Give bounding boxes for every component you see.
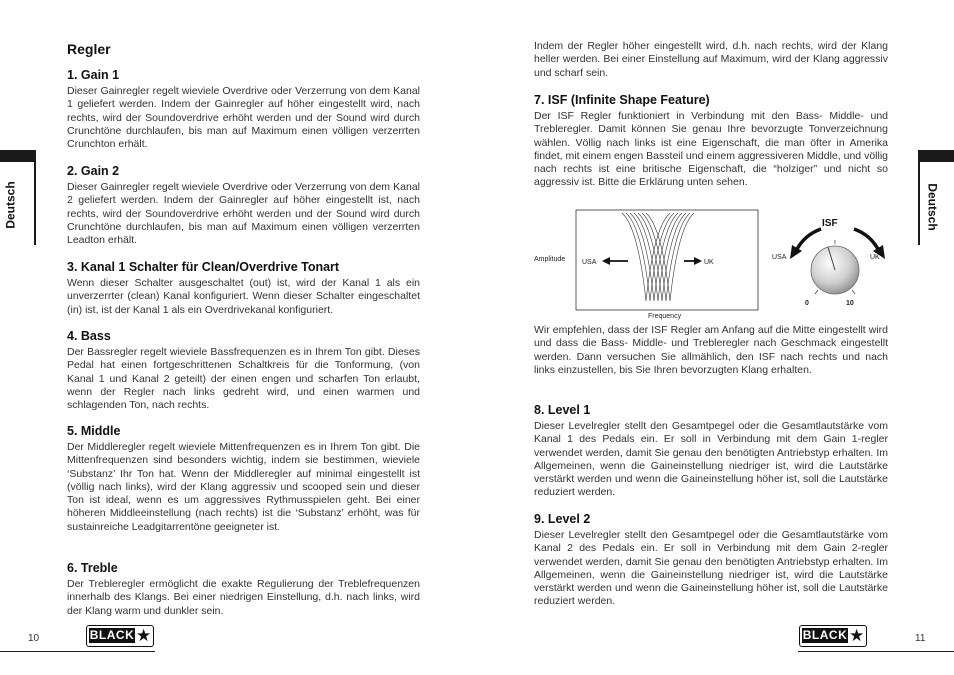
right-tab-bar bbox=[918, 150, 954, 162]
section-heading: 2. Gain 2 bbox=[67, 164, 120, 178]
section-level-2 bbox=[534, 512, 888, 609]
page-title: Regler bbox=[67, 41, 111, 57]
black-star-logo-left bbox=[86, 625, 154, 647]
section-gain-1 bbox=[67, 68, 420, 151]
knob-uk-label: UK bbox=[870, 254, 880, 261]
right-tab-edge bbox=[918, 150, 920, 245]
section-text: Dieser Levelregler stellt den Gesamtpegel oder die Gesamtlautstärke vom Kanal 1 des Pedals ein. Er soll in Verbindung mit dem Gain 1-regler verwendet werden, damit Sie genau den benötigten Antriebstyp erhalten. Im Allgemeinen, wenn die Gaineinstellung niedriger ist, wird die Lautstärke verstärkt werden und wenn die Gaineinstellung höher ist, soll die Lautstärke reduziert werden. bbox=[534, 420, 888, 499]
knob-arrow-right-icon bbox=[854, 229, 879, 251]
amplitude-label: Amplitude bbox=[534, 256, 566, 263]
section-treble bbox=[67, 561, 420, 618]
section-text: Indem der Regler höher eingestellt wird, d.h. nach rechts, wird der Klang heller werden. Bei einer Einstellung auf Maximum, wird der Klang aggressiv und scharf sein. bbox=[534, 40, 888, 79]
section-heading: 3. Kanal 1 Schalter für Clean/Overdrive Tonart bbox=[67, 260, 340, 274]
black-star-logo-right bbox=[799, 625, 867, 647]
right-tab-label: Deutsch bbox=[925, 183, 940, 231]
page-number-right: 11 bbox=[915, 633, 926, 644]
section-heading: 8. Level 1 bbox=[534, 403, 591, 417]
section-text: Der Middleregler regelt wieviele Mittenfrequenzen es in Ihrem Ton gibt. Die Mittenfrequenzen sind besonders wichtig, indem sie bestimmen, wieviele ‘Substanz’ Ihr Ton hat. Wenn der Middleregler auf minimal eingestellt ist (völlig nach links), wird der Klang aggressiv und scooped sein und dieser Ton ist ideal, wenn es um aggressives Rythmusspielen geht. Bei einer höheren Middleeinstellung (nach rechts) ist die ‘Substanz’ erhöht, was für sustainreiche Leadgitarrentöne geeigneter ist. bbox=[67, 441, 420, 533]
knob-tick bbox=[852, 290, 855, 294]
section-gain-2 bbox=[67, 164, 420, 247]
section-isf bbox=[534, 93, 888, 190]
section-text: Der Trebleregler ermöglicht die exakte Regulierung der Treblefrequenzen innerhalb des Klangs. Bei einer niedrigen Einstellung, d.h. nach links, wird der Klang warm und dunkler sein. bbox=[67, 578, 420, 617]
section-heading: 9. Level 2 bbox=[534, 512, 591, 526]
logo-text: BLACK bbox=[802, 628, 848, 642]
footer-rule-right bbox=[798, 651, 954, 652]
knob-usa-label: USA bbox=[772, 254, 787, 261]
knob-arrow-left-icon bbox=[796, 229, 821, 251]
section-heading: 1. Gain 1 bbox=[67, 68, 120, 82]
isf-recommendation bbox=[534, 324, 888, 377]
knob-max-label: 10 bbox=[846, 300, 854, 307]
section-text: Dieser Levelregler stellt den Gesamtpegel oder die Gesamtlautstärke vom Kanal 2 des Pedals ein. Er soll in Verbindung mit dem Gain 2-regler verwendet werden, damit Sie genau den benötigten Antriebstyp erhalten. Im Allgemeinen, wenn die Gaineinstellung niedriger ist, wird die Lautstärke verstärkt werden und wenn die Gaineinstellung höher ist, soll die Lautstärke reduziert werden. bbox=[534, 529, 888, 608]
star-icon: ★ bbox=[136, 626, 152, 645]
section-text: Wenn dieser Schalter ausgeschaltet (out) ist, wird der Kanal 1 als ein unverzerrter (clean) Kanal konfiguriert. Wenn dieser Schalter eingeschaltet (in) ist, ist der Kanal 1 als ein Overdrivekanal konfiguriert. bbox=[67, 277, 420, 316]
section-text: Dieser Gainregler regelt wieviele Overdrive oder Verzerrung von dem Kanal 1 geliefert werden. Indem der Gainregler auf höher eingestellt wird, nach rechts, wird der Soundoverdrive erhöht werden und der Sound wird durch Crunchtöne durchlaufen, bis man auf Maximum einen völligen verzerrten Crunchton erhält. bbox=[67, 85, 420, 151]
treble-continued bbox=[534, 40, 888, 80]
left-tab-label: Deutsch bbox=[3, 181, 18, 229]
frequency-label: Frequency bbox=[648, 313, 682, 320]
page-number-left: 10 bbox=[28, 633, 40, 644]
left-tab-edge bbox=[34, 150, 36, 245]
section-text: Dieser Gainregler regelt wieviele Overdrive oder Verzerrung von dem Kanal 2 geliefert werden. Indem der Gainregler auf höher eingestellt ist, nach rechts, wird der Soundoverdrive erhöht werden und der Sound wird durch Crunchtöne durchlaufen, bis man auf Maximum einen völligen verzerrten Leadton erhält. bbox=[67, 181, 420, 247]
section-kanal-1-schalter bbox=[67, 260, 420, 317]
isf-diagram bbox=[530, 205, 890, 323]
star-icon: ★ bbox=[849, 626, 865, 645]
left-tab-bar bbox=[0, 150, 36, 162]
section-level-1 bbox=[534, 403, 888, 500]
frequency-plot-frame bbox=[576, 210, 758, 310]
logo-text: BLACK bbox=[89, 628, 135, 642]
section-heading: 7. ISF (Infinite Shape Feature) bbox=[534, 93, 710, 107]
section-heading: 5. Middle bbox=[67, 424, 121, 438]
section-heading: 4. Bass bbox=[67, 329, 111, 343]
section-text: Der Bassregler regelt wieviele Bassfrequenzen es in Ihrem Ton gibt. Dieses Pedal hat einen fortgeschrittenen Schaltkreis für die Tonformung, (von Kanal 1 und Kanal 2 geteilt) der einen engen und scharfen Ton erlaubt, wenn der Regler nach links gedreht wird, und einen warmen und schlagenden Ton, nach rechts. bbox=[67, 346, 420, 412]
section-heading: 6. Treble bbox=[67, 561, 118, 575]
knob-title: ISF bbox=[822, 218, 838, 229]
knob-tick bbox=[815, 290, 818, 294]
plot-usa-label: USA bbox=[582, 259, 597, 266]
knob-min-label: 0 bbox=[805, 300, 809, 307]
plot-uk-label: UK bbox=[704, 259, 714, 266]
section-bass bbox=[67, 329, 420, 412]
section-text: Der ISF Regler funktioniert in Verbindung mit den Bass- Middle- und Trebleregler. Damit können Sie genau Ihre bevorzugte Tonverzeichnung wählen. Völlig nach links ist eine Eigenschaft, die man öfter in Amerika findet, mit einem engen Bassteil und einem aggressiveren Middle, und völlig nach rechts ist eine britische Eigenschaft, die “holziger” und nicht so aggressiv ist. Bitte die Erklärung unten sehen. bbox=[534, 110, 888, 189]
footer-rule-left bbox=[0, 651, 155, 652]
section-middle bbox=[67, 424, 420, 534]
section-text: Wir empfehlen, dass der ISF Regler am Anfang auf die Mitte eingestellt wird und dass die Bass- Middle- und Trebleregler nach Geschmack eingestellt werden. Dann versuchen Sie allmählich, den ISF nach rechts und nach links einzustellen, bis Sie Ihren bevorzugten Klang erhalten. bbox=[534, 324, 888, 376]
